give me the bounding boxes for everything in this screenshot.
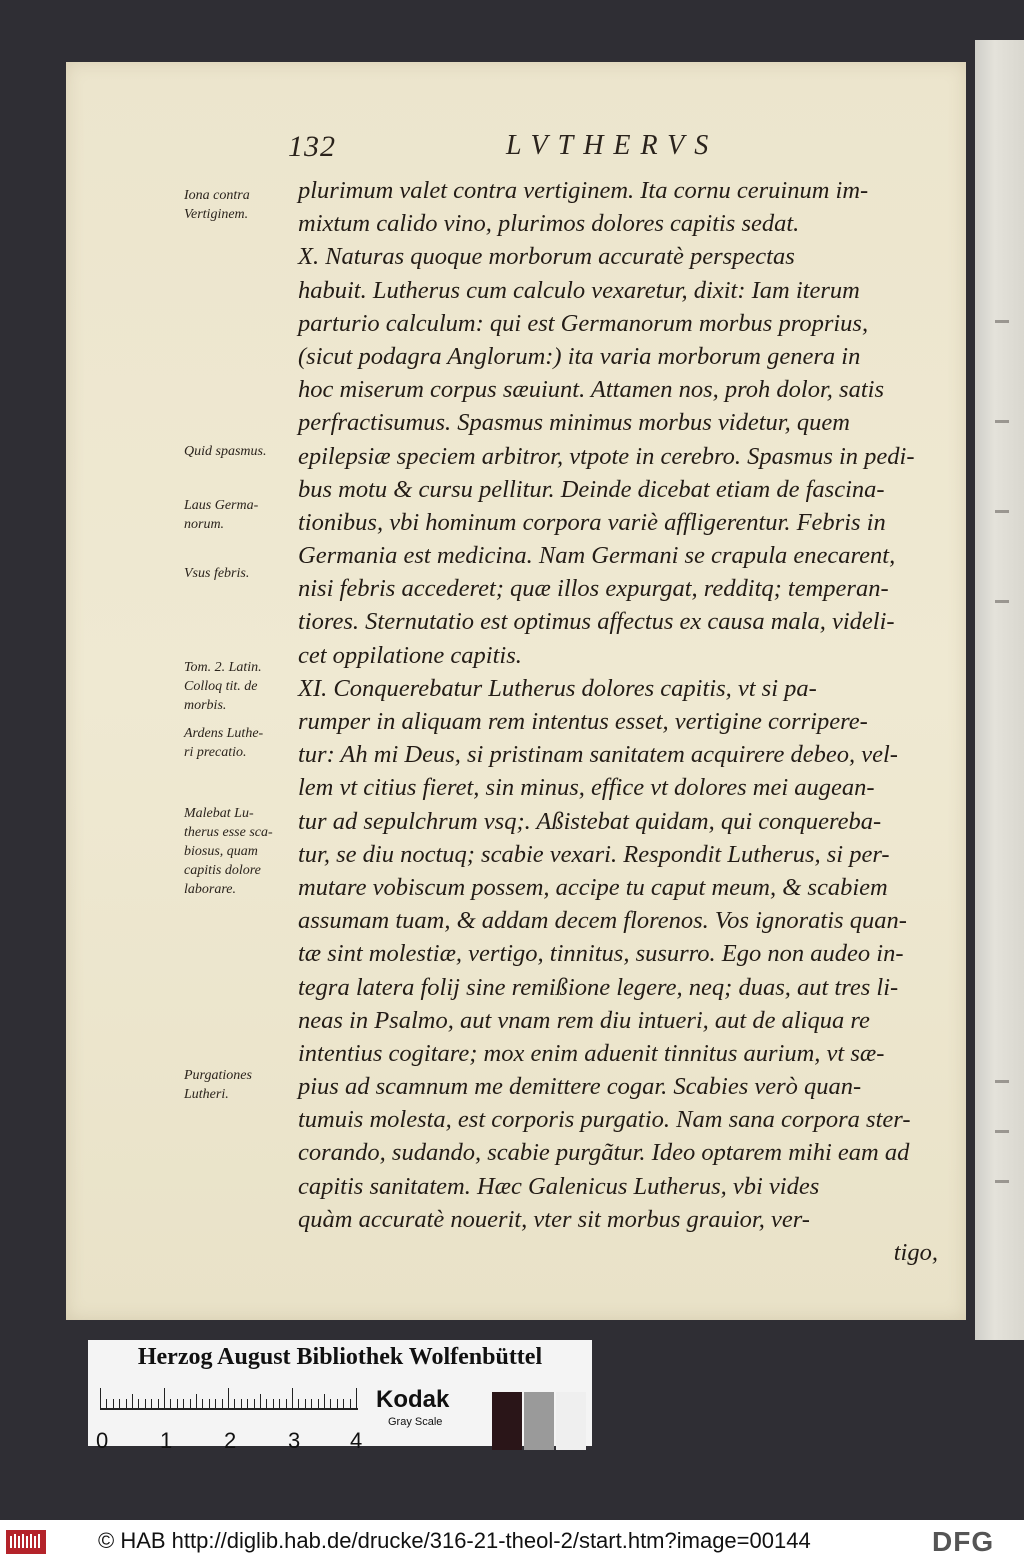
text-line: perfractisumus. Spasmus minimus morbus videtur, quem	[298, 409, 850, 437]
ruler-tick	[106, 1399, 107, 1408]
ruler-tick	[138, 1399, 139, 1408]
ruler-tick	[170, 1399, 171, 1408]
text-line: pius ad scamnum me demittere cogar. Scabies verò quan-	[298, 1073, 862, 1101]
ruler-tick	[247, 1399, 248, 1408]
ruler-tick	[318, 1399, 319, 1408]
gray-patch-light	[556, 1392, 586, 1450]
ruler-tick	[234, 1399, 235, 1408]
library-color-chart	[88, 1340, 592, 1453]
kodak-brand: Kodak	[376, 1386, 450, 1413]
ruler-tick	[241, 1399, 242, 1408]
gray-patch-dark	[492, 1392, 522, 1450]
hab-logo-icon	[6, 1530, 46, 1554]
ruler-tick	[254, 1399, 255, 1408]
ruler-tick	[356, 1388, 357, 1408]
text-line: bus motu & cursu pellitur. Deinde dicebat etiam de fascina-	[298, 475, 885, 503]
ruler-tick	[113, 1399, 114, 1408]
text-line: tumuis molesta, est corporis purgatio. Nam sana corpora ster-	[298, 1106, 911, 1134]
text-line: tur, se diu noctuq; scabie vexari. Respondit Lutherus, si per-	[298, 840, 890, 868]
gray-scale-label: Gray Scale	[388, 1416, 443, 1428]
ruler-tick	[196, 1394, 197, 1408]
text-line: epilepsiæ speciem arbitror, vtpote in cerebro. Spasmus in pedi-	[298, 442, 915, 470]
text-line: corando, sudando, scabie purgãtur. Ideo optarem mihi eam ad	[298, 1139, 910, 1167]
running-head: LVTHERVS	[506, 130, 719, 161]
book-page	[66, 62, 966, 1320]
ruler-tick	[273, 1399, 274, 1408]
ruler-number: 0	[96, 1428, 109, 1453]
text-line: rumper in aliquam rem intentus esset, vertigine corripere-	[298, 708, 868, 735]
ruler-tick	[292, 1388, 293, 1408]
ruler-tick	[343, 1399, 344, 1408]
text-line: (sicut podagra Anglorum:) ita varia morborum genera in	[298, 342, 861, 370]
ruler-number: 2	[224, 1428, 237, 1453]
ruler-tick	[132, 1394, 133, 1408]
scale-ruler	[100, 1388, 358, 1410]
text-line: quàm accuratè nouerit, vter sit morbus grauior, ver-	[298, 1205, 810, 1233]
text-line: X. Naturas quoque morborum accuratè perspectas	[298, 243, 795, 271]
ruler-tick	[311, 1399, 312, 1408]
text-line: parturio calculum: qui est Germanorum morbus proprius,	[298, 309, 869, 337]
ruler-tick	[324, 1394, 325, 1408]
margin-note: Tom. 2. Latin. Colloq tit. de morbis.	[184, 660, 262, 713]
ruler-tick	[350, 1399, 351, 1408]
text-line: tegra latera folij sine remißione legere, neq; duas, aut tres li-	[298, 973, 899, 1001]
copyright-link[interactable]: © HAB http://diglib.hab.de/drucke/316-21-theol-2/start.htm?image=00144	[98, 1528, 811, 1553]
ruler-tick	[286, 1399, 287, 1408]
ruler-tick	[228, 1388, 229, 1408]
ruler-tick	[215, 1399, 216, 1408]
margin-note: Ardens Luthe- ri precatio.	[184, 726, 264, 760]
text-line: capitis sanitatem. Hæc Galenicus Lutherus, vbi vides	[298, 1172, 820, 1200]
text-line: plurimum valet contra vertiginem. Ita cornu ceruinum im-	[298, 177, 869, 204]
text-line: intentius cogitare; mox enim aduenit tinnitus aurium, vt sæ-	[298, 1039, 885, 1067]
ruler-tick	[177, 1399, 178, 1408]
dfg-logo: DFG	[932, 1526, 995, 1557]
ruler-tick	[209, 1399, 210, 1408]
ruler-tick	[126, 1399, 127, 1408]
text-line: XI. Conquerebatur Lutherus dolores capitis, vt si pa-	[298, 674, 817, 702]
ruler-tick	[260, 1394, 261, 1408]
margin-note: Malebat Lu- therus esse sca- biosus, quam capitis dolore laborare.	[184, 806, 273, 897]
ruler-number: 4	[350, 1428, 363, 1453]
ruler-tick	[202, 1399, 203, 1408]
margin-note: Iona contra Vertiginem.	[184, 188, 250, 222]
text-line: Germania est medicina. Nam Germani se crapula enecarent,	[298, 542, 896, 570]
text-line: tæ sint molestiæ, vertigo, tinnitus, susurro. Ego non audeo in-	[298, 940, 904, 968]
ruler-tick	[158, 1399, 159, 1408]
footer-bar	[0, 1520, 1024, 1562]
text-line: mixtum calido vino, plurimos dolores capitis sedat.	[298, 210, 800, 238]
ruler-tick	[222, 1399, 223, 1408]
library-name: Herzog August Bibliothek Wolfenbüttel	[137, 1344, 543, 1370]
ruler-tick	[305, 1399, 306, 1408]
margin-note: Laus Germa- norum.	[184, 498, 259, 532]
ruler-tick	[100, 1388, 101, 1408]
text-line: hoc miserum corpus sæuiunt. Attamen nos, proh dolor, satis	[298, 376, 884, 404]
ruler-tick	[337, 1399, 338, 1408]
text-line: habuit. Lutherus cum calculo vexaretur, dixit: Iam iterum	[298, 276, 860, 304]
text-line: assumam tuam, & addam decem florenos. Vos ignoratis quan-	[298, 907, 907, 935]
margin-note: Vsus febris.	[184, 566, 250, 581]
text-line: cet oppilatione capitis.	[298, 641, 522, 669]
ruler-tick	[151, 1399, 152, 1408]
text-line: nisi febris accederet; quæ illos expurgat, redditq; temperan-	[298, 575, 889, 603]
page-number: 132	[288, 130, 336, 163]
ruler-tick	[190, 1399, 191, 1408]
text-line: mutare vobiscum possem, accipe tu caput meum, & scabiem	[298, 873, 888, 901]
ruler-tick	[145, 1399, 146, 1408]
text-line: tur: Ah mi Deus, si pristinam sanitatem acquirere debeo, vel-	[298, 741, 898, 769]
text-line: tigo,	[893, 1239, 938, 1266]
margin-note: Purgationes Lutheri.	[184, 1068, 252, 1102]
ruler-tick	[164, 1388, 165, 1408]
text-line: lem vt citius fieret, sin minus, effice vt dolores mei augean-	[298, 774, 875, 802]
ruler-tick	[266, 1399, 267, 1408]
text-line: tur ad sepulchrum vsq;. Aßistebat quidam, qui conquereba-	[298, 807, 882, 835]
adjacent-page-edge	[975, 40, 1024, 1340]
ruler-number: 3	[288, 1428, 301, 1453]
ruler-tick	[183, 1399, 184, 1408]
gray-patch-mid	[524, 1392, 554, 1450]
ruler-tick	[298, 1399, 299, 1408]
ruler-tick	[279, 1399, 280, 1408]
text-line: tionibus, vbi hominum corpora variè affligerentur. Febris in	[298, 508, 886, 536]
ruler-tick	[119, 1399, 120, 1408]
text-line: tiores. Sternutatio est optimus affectus ex causa mala, videli-	[298, 608, 895, 636]
margin-note: Quid spasmus.	[184, 444, 267, 459]
ruler-number: 1	[160, 1428, 173, 1453]
text-line: neas in Psalmo, aut vnam rem diu intueri, aut de aliqua re	[298, 1006, 870, 1034]
ruler-tick	[330, 1399, 331, 1408]
page-body-text	[298, 174, 938, 1269]
